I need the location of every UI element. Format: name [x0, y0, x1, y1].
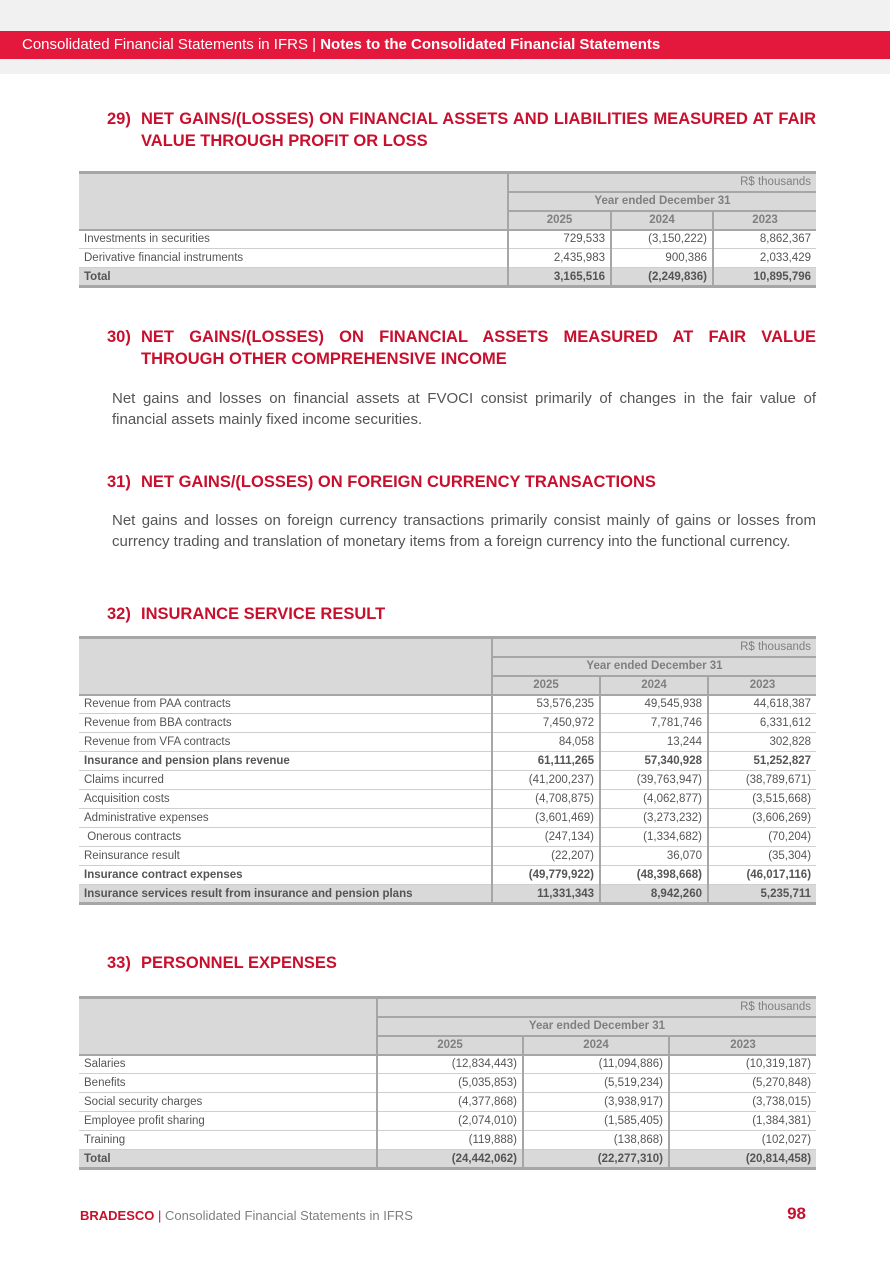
table-row: [79, 714, 816, 733]
table-insurance-service-result: [79, 636, 816, 905]
table-row: [79, 809, 816, 828]
cell-value: 900,386: [611, 249, 713, 268]
section-33-number: 33): [107, 954, 131, 972]
cell-value: (70,204): [708, 828, 816, 847]
table-subtotal-row: [79, 866, 816, 885]
row-label: Acquisition costs: [79, 790, 492, 809]
column-header-year: 2024: [611, 211, 713, 230]
table-row: [79, 1093, 816, 1112]
cell-value: (3,601,469): [492, 809, 600, 828]
cell-value: 2,033,429: [713, 249, 816, 268]
row-label: Total: [79, 268, 508, 287]
cell-value: (247,134): [492, 828, 600, 847]
column-header-year: 2023: [669, 1036, 816, 1055]
table-row: [79, 771, 816, 790]
cell-value: (3,273,232): [600, 809, 708, 828]
header-separator: |: [307, 36, 321, 53]
section-30-heading: [107, 326, 816, 370]
cell-value: (3,606,269): [708, 809, 816, 828]
row-label: Administrative expenses: [79, 809, 492, 828]
cell-value: (2,074,010): [377, 1112, 523, 1131]
cell-value: (138,868): [523, 1131, 669, 1150]
row-label: Insurance contract expenses: [79, 866, 492, 885]
header-bar: [0, 31, 890, 59]
table-period-label: Year ended December 31: [492, 657, 816, 676]
cell-value: (1,384,381): [669, 1112, 816, 1131]
table-header-blank: [79, 173, 508, 230]
table-header-row: [79, 998, 816, 1017]
cell-value: (49,779,922): [492, 866, 600, 885]
section-30-title: NET GAINS/(LOSSES) ON FINANCIAL ASSETS MEASURED AT FAIR VALUE THROUGH OTHER COMPREHENSIVE INCOME: [141, 328, 816, 368]
table-header-row: [79, 638, 816, 657]
cell-value: (41,200,237): [492, 771, 600, 790]
section-29-heading: [107, 108, 816, 152]
table-units-label: R$ thousands: [377, 998, 816, 1017]
table-period-label: Year ended December 31: [508, 192, 816, 211]
table-row: [79, 828, 816, 847]
table-header-blank: [79, 998, 377, 1055]
table-total-row: [79, 885, 816, 904]
section-33-heading: [107, 952, 816, 974]
table-row: [79, 847, 816, 866]
cell-value: 84,058: [492, 733, 600, 752]
section-33-title: PERSONNEL EXPENSES: [141, 954, 337, 972]
table-total-row: [79, 268, 816, 287]
cell-value: 44,618,387: [708, 695, 816, 714]
column-header-year: 2025: [377, 1036, 523, 1055]
cell-value: (119,888): [377, 1131, 523, 1150]
cell-value: 302,828: [708, 733, 816, 752]
cell-value: 13,244: [600, 733, 708, 752]
section-31-title: NET GAINS/(LOSSES) ON FOREIGN CURRENCY TRANSACTIONS: [141, 473, 656, 491]
column-header-year: 2023: [713, 211, 816, 230]
row-label: Insurance services result from insurance and pension plans: [79, 885, 492, 904]
cell-value: 36,070: [600, 847, 708, 866]
row-label: Total: [79, 1150, 377, 1169]
table-row: [79, 790, 816, 809]
cell-value: (4,708,875): [492, 790, 600, 809]
footer-document-title: Consolidated Financial Statements in IFRS: [165, 1208, 413, 1223]
row-label: Revenue from PAA contracts: [79, 695, 492, 714]
cell-value: (46,017,116): [708, 866, 816, 885]
cell-value: (5,270,848): [669, 1074, 816, 1093]
cell-value: 7,450,972: [492, 714, 600, 733]
row-label: Investments in securities: [79, 230, 508, 249]
cell-value: (24,442,062): [377, 1150, 523, 1169]
table-row: [79, 733, 816, 752]
footer-separator: |: [154, 1208, 166, 1223]
cell-value: 7,781,746: [600, 714, 708, 733]
cell-value: 61,111,265: [492, 752, 600, 771]
cell-value: (12,834,443): [377, 1055, 523, 1074]
cell-value: (11,094,886): [523, 1055, 669, 1074]
cell-value: 6,331,612: [708, 714, 816, 733]
cell-value: (5,035,853): [377, 1074, 523, 1093]
table-row: [79, 230, 816, 249]
cell-value: 11,331,343: [492, 885, 600, 904]
table-header-blank: [79, 638, 492, 695]
table-total-row: [79, 1150, 816, 1169]
table-header-row: [79, 173, 816, 192]
table-row: [79, 1074, 816, 1093]
section-31-paragraph: Net gains and losses on foreign currency transactions primarily consist mainly of gains or losses from currency trading and translation of monetary items from a foreign currency into the functional currency.: [112, 512, 816, 550]
table-subtotal-row: [79, 752, 816, 771]
cell-value: 8,862,367: [713, 230, 816, 249]
table-fair-value-profit-loss: [79, 171, 816, 288]
section-29-number: 29): [107, 110, 131, 128]
footer: [80, 1207, 413, 1225]
row-label: Employee profit sharing: [79, 1112, 377, 1131]
cell-value: (3,150,222): [611, 230, 713, 249]
column-header-year: 2024: [523, 1036, 669, 1055]
cell-value: 2,435,983: [508, 249, 611, 268]
table-row: [79, 1055, 816, 1074]
row-label: Benefits: [79, 1074, 377, 1093]
cell-value: (38,789,671): [708, 771, 816, 790]
cell-value: (20,814,458): [669, 1150, 816, 1169]
column-header-year: 2023: [708, 676, 816, 695]
row-label: Salaries: [79, 1055, 377, 1074]
cell-value: (3,738,015): [669, 1093, 816, 1112]
table-period-label: Year ended December 31: [377, 1017, 816, 1036]
table-row: [79, 1131, 816, 1150]
cell-value: (39,763,947): [600, 771, 708, 790]
table-row: [79, 1112, 816, 1131]
section-30-number: 30): [107, 328, 131, 346]
section-32-heading: [107, 603, 816, 625]
table-units-label: R$ thousands: [492, 638, 816, 657]
column-header-year: 2025: [508, 211, 611, 230]
header-section-title: Notes to the Consolidated Financial Statements: [320, 36, 661, 53]
table-units-label: R$ thousands: [508, 173, 816, 192]
header-document-title: Consolidated Financial Statements in IFRS: [22, 36, 308, 53]
cell-value: 51,252,827: [708, 752, 816, 771]
cell-value: 10,895,796: [713, 268, 816, 287]
cell-value: (35,304): [708, 847, 816, 866]
section-29-title: NET GAINS/(LOSSES) ON FINANCIAL ASSETS AND LIABILITIES MEASURED AT FAIR VALUE THROUGH PROFIT OR LOSS: [141, 110, 816, 150]
row-label: Insurance and pension plans revenue: [79, 752, 492, 771]
cell-value: 729,533: [508, 230, 611, 249]
section-32-title: INSURANCE SERVICE RESULT: [141, 605, 386, 623]
row-label: Social security charges: [79, 1093, 377, 1112]
footer-brand: BRADESCO: [80, 1208, 155, 1223]
table-personnel-expenses: [79, 996, 816, 1170]
cell-value: (1,585,405): [523, 1112, 669, 1131]
cell-value: 53,576,235: [492, 695, 600, 714]
row-label: Revenue from VFA contracts: [79, 733, 492, 752]
column-header-year: 2025: [492, 676, 600, 695]
cell-value: (1,334,682): [600, 828, 708, 847]
cell-value: (5,519,234): [523, 1074, 669, 1093]
cell-value: (3,938,917): [523, 1093, 669, 1112]
row-label: Claims incurred: [79, 771, 492, 790]
section-31-number: 31): [107, 473, 131, 491]
cell-value: (22,277,310): [523, 1150, 669, 1169]
cell-value: (3,515,668): [708, 790, 816, 809]
cell-value: (4,377,868): [377, 1093, 523, 1112]
cell-value: (22,207): [492, 847, 600, 866]
section-30-paragraph: Net gains and losses on financial assets at FVOCI consist primarily of changes in the fair value of financial assets mainly fixed income securities.: [112, 390, 816, 428]
row-label: Revenue from BBA contracts: [79, 714, 492, 733]
row-label: Derivative financial instruments: [79, 249, 508, 268]
cell-value: 49,545,938: [600, 695, 708, 714]
cell-value: (48,398,668): [600, 866, 708, 885]
page-number: 98: [787, 1204, 806, 1223]
cell-value: (102,027): [669, 1131, 816, 1150]
row-label: Onerous contracts: [79, 828, 492, 847]
row-label: Reinsurance result: [79, 847, 492, 866]
cell-value: 57,340,928: [600, 752, 708, 771]
cell-value: (10,319,187): [669, 1055, 816, 1074]
column-header-year: 2024: [600, 676, 708, 695]
table-row: [79, 249, 816, 268]
row-label: Training: [79, 1131, 377, 1150]
table-row: [79, 695, 816, 714]
cell-value: (4,062,877): [600, 790, 708, 809]
section-31-heading: [107, 471, 816, 493]
cell-value: 3,165,516: [508, 268, 611, 287]
cell-value: (2,249,836): [611, 268, 713, 287]
cell-value: 5,235,711: [708, 885, 816, 904]
cell-value: 8,942,260: [600, 885, 708, 904]
section-32-number: 32): [107, 605, 131, 623]
